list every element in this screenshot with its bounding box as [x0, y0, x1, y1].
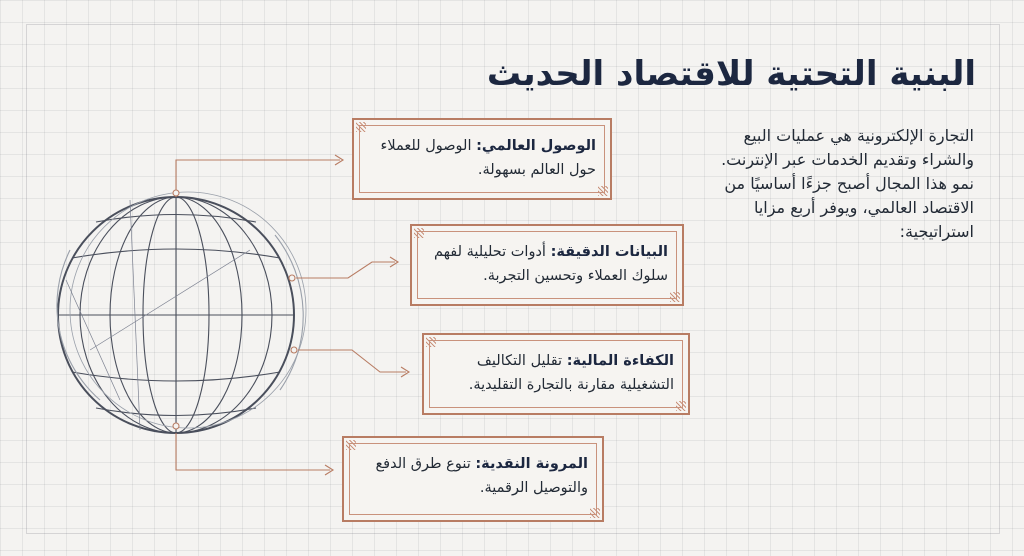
card-text [434, 349, 674, 397]
card-text [354, 452, 588, 500]
card-global-reach [352, 118, 612, 200]
card-label: الوصول العالمي: [476, 138, 596, 154]
card-body: الوصول للعملاء حول العالم بسهولة. [380, 138, 596, 178]
hatch-corner [670, 292, 680, 302]
hatch-corner [590, 508, 600, 518]
card-monetary-flexibility [342, 436, 604, 522]
card-text [364, 134, 596, 182]
card-financial-efficiency [422, 333, 690, 415]
card-label: المرونة النقدية: [475, 456, 588, 472]
card-label: الكفاءة المالية: [566, 353, 674, 369]
card-accurate-data [410, 224, 684, 306]
hatch-corner [356, 122, 366, 132]
card-body: تقليل التكاليف التشغيلية مقارنة بالتجارة التقليدية. [468, 353, 674, 393]
hatch-corner [676, 401, 686, 411]
intro-paragraph: التجارة الإلكترونية هي عمليات البيع والشراء وتقديم الخدمات عبر الإنترنت. نمو هذا المجال أصبح جزءًا أساسيًا من الاقتصاد العالمي، ويوفر أربع مزايا استراتيجية: [721, 126, 974, 241]
hatch-corner [426, 337, 436, 347]
hatch-corner [598, 186, 608, 196]
card-label: البيانات الدقيقة: [550, 244, 668, 260]
hatch-corner [414, 228, 424, 238]
page-title: البنية التحتية للاقتصاد الحديث [486, 54, 976, 94]
card-body: تنوع طرق الدفع والتوصيل الرقمية. [375, 456, 588, 496]
card-body: أدوات تحليلية لفهم سلوك العملاء وتحسين التجربة. [433, 244, 668, 284]
card-text [422, 240, 668, 288]
hatch-corner [346, 440, 356, 450]
